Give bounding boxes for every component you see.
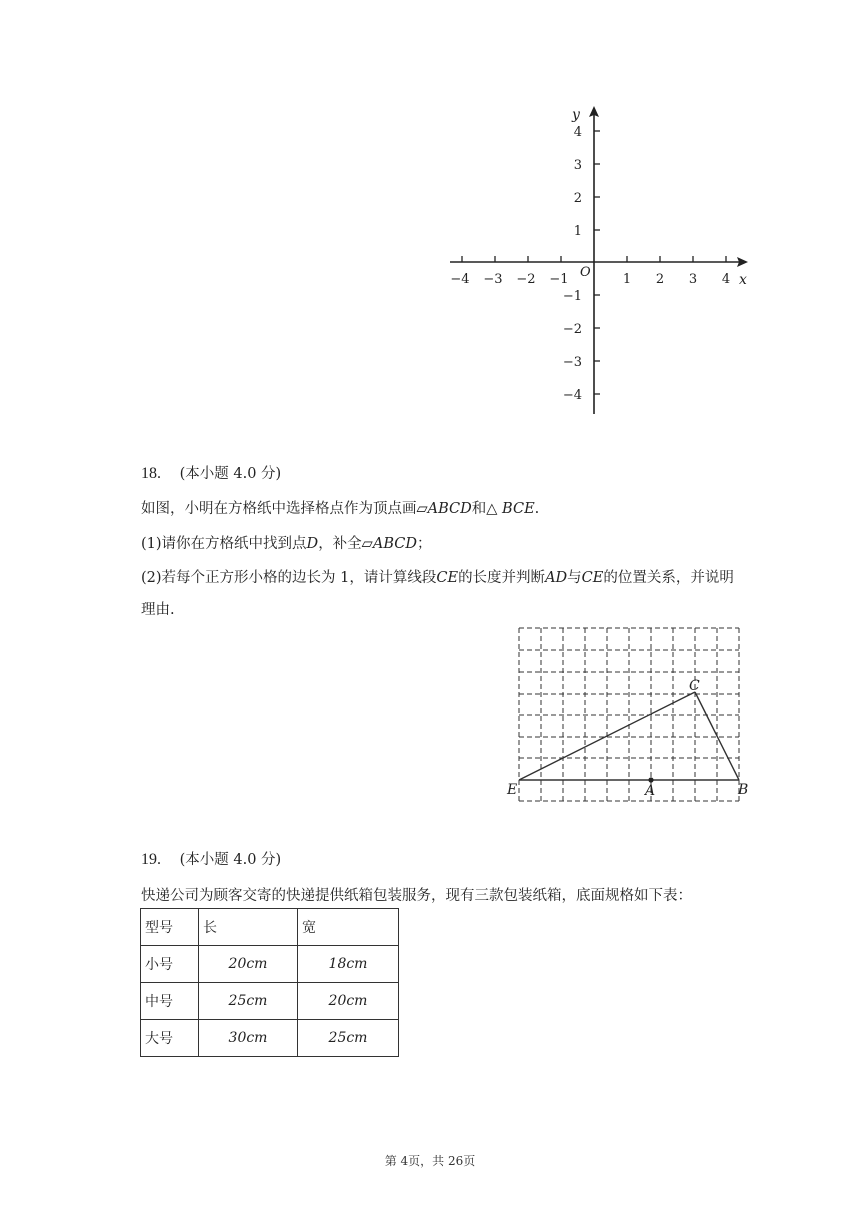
- x-tick-label: 1: [622, 272, 632, 287]
- table-header-cell: 长: [199, 909, 298, 946]
- question-score: (本小题 4.0 分): [179, 852, 282, 868]
- question-18-part-2-cont: [141, 598, 175, 619]
- table-header-cell: 型号: [141, 909, 199, 946]
- box-spec-table: [140, 908, 399, 1057]
- table-cell: 25cm: [199, 983, 298, 1020]
- text: 和△: [471, 501, 503, 517]
- x-axis-label: x: [739, 272, 747, 288]
- table-header-row: [141, 909, 399, 946]
- y-axis-label: y: [572, 107, 580, 123]
- text: .: [534, 501, 540, 517]
- math-abcd: ABCD: [427, 501, 472, 517]
- question-score: (本小题 4.0 分): [179, 466, 282, 482]
- table-header-cell: 宽: [298, 909, 399, 946]
- question-18-header: [141, 462, 281, 483]
- x-tick-label: −3: [483, 272, 503, 287]
- math-d: D: [306, 536, 319, 552]
- text: 的位置关系，并说明: [603, 570, 734, 586]
- point-c-label: C: [689, 678, 700, 694]
- point-b-label: B: [738, 782, 749, 798]
- text: 的长度并判断: [458, 570, 546, 586]
- math-bce: BCE: [502, 501, 535, 517]
- math-ce: CE: [581, 570, 604, 586]
- y-tick-label: 4: [573, 125, 582, 140]
- text: (2)若每个正方形小格的边长为 1，请计算线段: [141, 570, 437, 586]
- question-number: 19.: [141, 851, 161, 868]
- table-cell: 大号: [141, 1020, 199, 1057]
- table-cell: 25cm: [298, 1020, 399, 1057]
- x-tick-label: −2: [516, 272, 536, 287]
- table-cell: 小号: [141, 946, 199, 983]
- table-cell: 20cm: [298, 983, 399, 1020]
- point-a-dot: [648, 777, 653, 782]
- point-a-label: A: [645, 783, 656, 799]
- table-cell: 30cm: [199, 1020, 298, 1057]
- question-18-part-1: [141, 532, 431, 553]
- table-cell: 20cm: [199, 946, 298, 983]
- text: (1)请你在方格纸中找到点: [141, 536, 307, 552]
- table-row: [141, 983, 399, 1020]
- table-cell: 中号: [141, 983, 199, 1020]
- math-ce: CE: [436, 570, 459, 586]
- question-18-part-2: [141, 566, 734, 587]
- x-tick-label: −4: [450, 272, 470, 287]
- x-tick-label: 4: [721, 272, 731, 287]
- y-tick-label: 3: [573, 158, 582, 173]
- page-footer: 第 4页，共 26页: [384, 1154, 476, 1168]
- x-tick-label: −1: [549, 272, 569, 287]
- grid-figure: [505, 620, 760, 810]
- text: ，补全▱: [318, 536, 373, 552]
- y-tick-label: −1: [562, 289, 582, 304]
- question-19-header: [141, 848, 281, 869]
- x-tick-label: 3: [688, 272, 698, 287]
- x-tick-label: 2: [655, 272, 665, 287]
- y-tick-label: −2: [562, 322, 582, 337]
- y-tick-label: −4: [562, 388, 582, 403]
- table-row: [141, 946, 399, 983]
- text: 与: [567, 570, 582, 586]
- text: 如图，小明在方格纸中选择格点作为顶点画▱: [141, 501, 428, 517]
- table-row: [141, 1020, 399, 1057]
- question-18-stem: [141, 497, 539, 518]
- table-cell: 18cm: [298, 946, 399, 983]
- y-tick-label: 2: [573, 191, 582, 206]
- text: 理由.: [141, 602, 175, 618]
- text: ；: [416, 536, 432, 552]
- origin-label: O: [580, 265, 591, 280]
- y-tick-label: −3: [562, 355, 582, 370]
- math-abcd: ABCD: [372, 536, 417, 552]
- math-ad: AD: [545, 570, 568, 586]
- question-19-stem: [141, 884, 692, 905]
- point-e-label: E: [507, 782, 518, 798]
- question-number: 18.: [141, 465, 161, 482]
- coordinate-plane-figure: [440, 100, 760, 422]
- y-tick-label: 1: [573, 224, 582, 239]
- text: 快递公司为顾客交寄的快递提供纸箱包装服务，现有三款包装纸箱，底面规格如下表：: [141, 888, 692, 904]
